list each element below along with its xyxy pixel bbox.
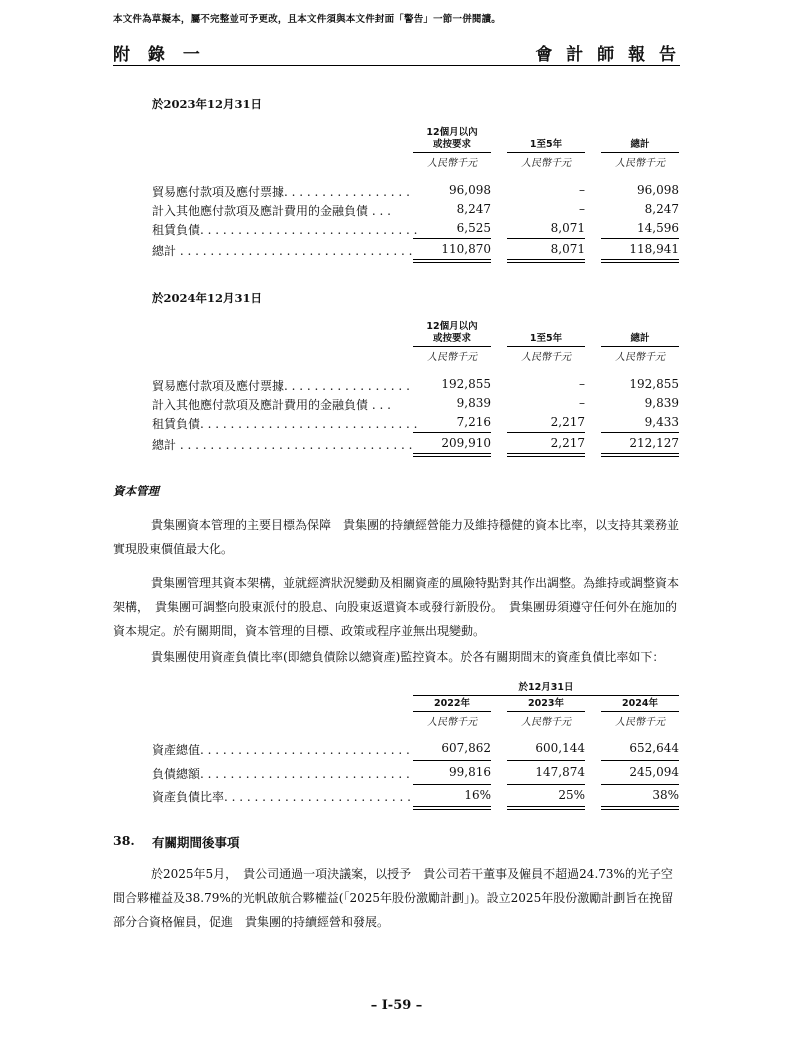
- cell: 652,644: [629, 741, 679, 755]
- col-rule: [413, 346, 491, 347]
- unit-label: 人民幣千元: [427, 158, 477, 169]
- row-label: 貿易應付款項及應付票據. . . . . . . . . . . . . . . . .: [152, 379, 410, 393]
- subtotal-rule: [601, 238, 679, 239]
- cell: 6,525: [456, 221, 491, 235]
- col-head-1-5y: 1至5年: [529, 333, 563, 344]
- col-head-line1: 12個月以內: [426, 321, 478, 332]
- total-double-rule: [601, 806, 679, 810]
- report-title: 會 計 師 報 告: [535, 45, 680, 65]
- cell: –: [579, 183, 585, 197]
- cell: 147,874: [535, 765, 585, 779]
- cell: 25%: [558, 788, 585, 802]
- total-double-rule: [507, 806, 585, 810]
- cell: 192,855: [441, 377, 491, 391]
- row-rule: [601, 784, 679, 785]
- col-rule: [507, 711, 585, 712]
- cell: 192,855: [629, 377, 679, 391]
- subtotal-rule: [507, 238, 585, 239]
- note-38-paragraph: 於2025年5月， 貴公司通過一項決議案，以授予 貴公司若干董事及僱員不超過24.73%的光子空間合夥權益及38.79%的光帆啟航合夥權益(「2025年股份激勵計劃」)。設立2025年股份激勵計劃旨在挽留部分合資格僱員，促進 貴集團的持續經營和發展。: [113, 867, 674, 929]
- total-cell: 212,127: [629, 436, 679, 450]
- cell: 9,839: [644, 396, 679, 410]
- gearing-group-head: 於12月31日: [518, 682, 574, 693]
- unit-label: 人民幣千元: [521, 717, 571, 728]
- row-label: 計入其他應付款項及應計費用的金融負債 . . .: [152, 204, 391, 218]
- total-cell: 2,217: [550, 436, 585, 450]
- row-label: 計入其他應付款項及應計費用的金融負債 . . .: [152, 398, 391, 412]
- subtotal-rule: [507, 432, 585, 433]
- unit-label: 人民幣千元: [427, 352, 477, 363]
- unit-label: 人民幣千元: [427, 717, 477, 728]
- col-head-within-12m: [413, 321, 491, 345]
- total-cell: 209,910: [441, 436, 491, 450]
- cell: 607,862: [441, 741, 491, 755]
- subtotal-rule: [413, 432, 491, 433]
- cell: 9,433: [644, 415, 679, 429]
- col-head-within-12m: [413, 127, 491, 151]
- unit-label: 人民幣千元: [615, 717, 665, 728]
- total-cell: 8,071: [550, 242, 585, 256]
- col-head-2024: 2024年: [622, 698, 658, 709]
- total-cell: 110,870: [441, 242, 491, 256]
- col-head-total: 總計: [630, 333, 650, 344]
- row-label: 資產負債比率. . . . . . . . . . . . . . . . . . . . . . . . .: [152, 790, 411, 804]
- row-label: 負債總額. . . . . . . . . . . . . . . . . . . . . . . . . . . .: [152, 767, 410, 781]
- total-double-rule: [601, 453, 679, 457]
- page-number: – I-59 –: [370, 998, 423, 1013]
- capital-management-title: 資本管理: [113, 484, 159, 498]
- total-double-rule: [507, 259, 585, 263]
- unit-label: 人民幣千元: [615, 158, 665, 169]
- cell: 600,144: [535, 741, 585, 755]
- col-head-total: 總計: [630, 139, 650, 150]
- cell: 14,596: [637, 221, 679, 235]
- row-rule: [507, 760, 585, 761]
- appendix-title: 附 錄 一: [113, 45, 206, 65]
- col-rule: [601, 152, 679, 153]
- header-rule: [113, 65, 680, 66]
- row-rule: [507, 784, 585, 785]
- col-head-2022: 2022年: [434, 698, 470, 709]
- col-rule: [507, 152, 585, 153]
- cell: 8,071: [550, 221, 585, 235]
- unit-label: 人民幣千元: [615, 352, 665, 363]
- cell: –: [579, 202, 585, 216]
- capital-paragraph-1: 貴集團資本管理的主要目標為保障 貴集團的持續經營能力及維持穩健的資本比率，以支持其業務並實現股東價值最大化。: [113, 518, 680, 556]
- cell: 7,216: [456, 415, 491, 429]
- col-rule: [507, 346, 585, 347]
- draft-warning-banner: 本文件為草擬本，屬不完整並可予更改，且本文件須與本文件封面「警告」一節一併閱讀。: [113, 14, 502, 25]
- cell: 2,217: [550, 415, 585, 429]
- cell: –: [579, 377, 585, 391]
- cell: 38%: [652, 788, 679, 802]
- col-rule: [413, 152, 491, 153]
- total-label: 總計 . . . . . . . . . . . . . . . . . . . . . . . . . . . . . . .: [152, 438, 413, 452]
- table-2024-date: 於2024年12月31日: [152, 291, 263, 305]
- col-head-2023: 2023年: [528, 698, 564, 709]
- group-rule: [413, 695, 679, 696]
- capital-paragraph-3: 貴集團使用資產負債比率(即總負債除以總資產)監控資本。於各有關期間末的資產負債比率如下：: [151, 650, 665, 664]
- col-head-line2: 或按要求: [432, 139, 471, 150]
- col-rule: [413, 711, 491, 712]
- unit-label: 人民幣千元: [521, 158, 571, 169]
- total-double-rule: [413, 806, 491, 810]
- row-label: 租賃負債. . . . . . . . . . . . . . . . . . . . . . . . . . . . .: [152, 417, 418, 431]
- col-head-line1: 12個月以內: [426, 127, 478, 138]
- row-label: 貿易應付款項及應付票據. . . . . . . . . . . . . . . . .: [152, 185, 410, 199]
- cell: –: [579, 396, 585, 410]
- total-cell: 118,941: [629, 242, 679, 256]
- note-number: 38.: [113, 833, 135, 848]
- table-2023-date: 於2023年12月31日: [152, 97, 263, 111]
- capital-paragraph-2: 貴集團管理其資本架構，並就經濟狀況變動及相關資產的風險特點對其作出調整。為維持或調整資本架構， 貴集團可調整向股東派付的股息、向股東返還資本或發行新股份。 貴集團毋須遵守任何外在施加的資本規定。於有關期間，資本管理的目標、政策或程序並無出現變動。: [113, 576, 680, 638]
- cell: 96,098: [449, 183, 491, 197]
- cell: 8,247: [644, 202, 679, 216]
- total-double-rule: [413, 453, 491, 457]
- row-rule: [601, 760, 679, 761]
- col-head-line2: 或按要求: [432, 333, 471, 344]
- subtotal-rule: [601, 432, 679, 433]
- cell: 99,816: [449, 765, 491, 779]
- row-rule: [413, 760, 491, 761]
- unit-label: 人民幣千元: [521, 352, 571, 363]
- note-title: 有關期間後事項: [152, 835, 240, 850]
- cell: 16%: [464, 788, 491, 802]
- row-rule: [413, 784, 491, 785]
- col-rule: [601, 711, 679, 712]
- subtotal-rule: [413, 238, 491, 239]
- row-label: 資產總值. . . . . . . . . . . . . . . . . . . . . . . . . . . .: [152, 743, 410, 757]
- row-label: 租賃負債. . . . . . . . . . . . . . . . . . . . . . . . . . . . .: [152, 223, 418, 237]
- total-double-rule: [413, 259, 491, 263]
- total-double-rule: [601, 259, 679, 263]
- col-rule: [601, 346, 679, 347]
- cell: 96,098: [637, 183, 679, 197]
- total-label: 總計 . . . . . . . . . . . . . . . . . . . . . . . . . . . . . . .: [152, 244, 413, 258]
- cell: 245,094: [629, 765, 679, 779]
- cell: 8,247: [456, 202, 491, 216]
- cell: 9,839: [456, 396, 491, 410]
- col-head-1-5y: 1至5年: [529, 139, 563, 150]
- total-double-rule: [507, 453, 585, 457]
